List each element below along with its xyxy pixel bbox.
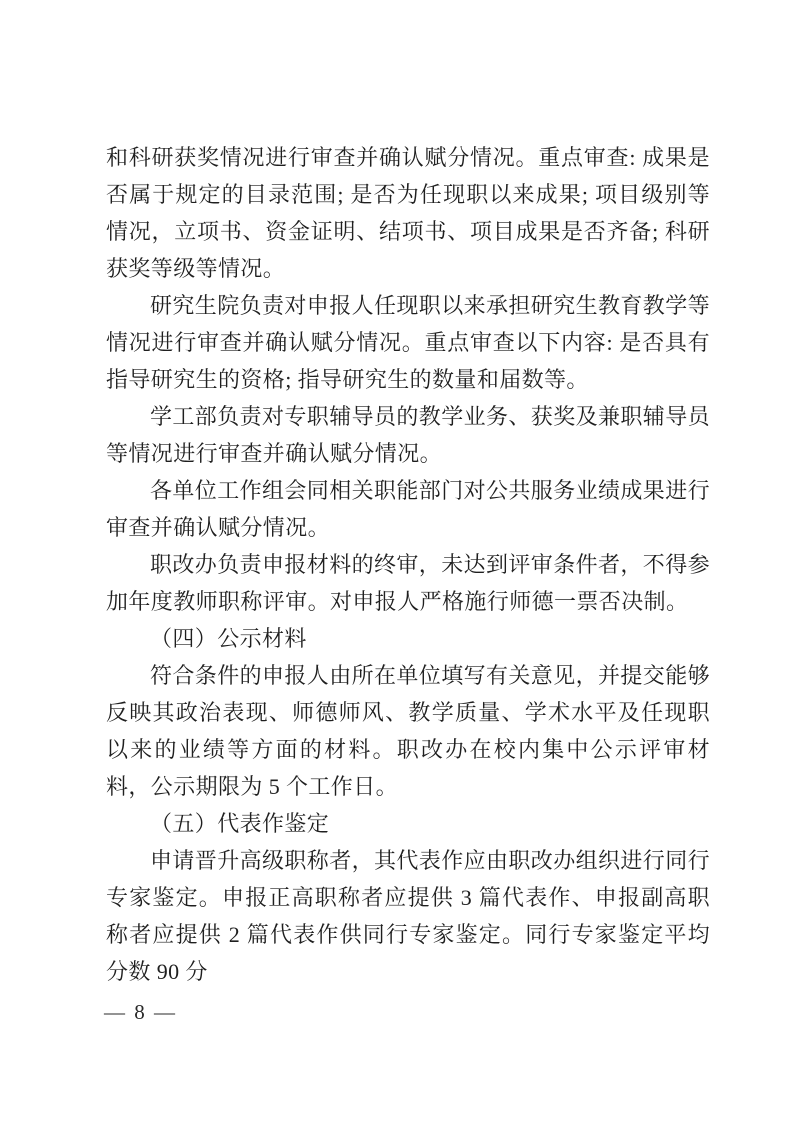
paragraph-representative-works-detail: 申请晋升高级职称者，其代表作应由职改办组织进行同行专家鉴定。申报正高职称者应提供 3 篇代表作、申报副高职称者应提供 2 篇代表作供同行专家鉴定。同行专家鉴定平均分数 90 分	[106, 848, 711, 984]
document-body	[106, 139, 710, 990]
paragraph-final-review: 职改办负责申报材料的终审，未达到评审条件者，不得参加年度教师职称评审。对申报人严格施行师德一票否决制。	[106, 552, 711, 614]
paragraph-continuation: 和科研获奖情况进行审查并确认赋分情况。重点审查: 成果是否属于规定的目录范围; 是否为任现职以来成果; 项目级别等情况，立项书、资金证明、结项书、项目成果是否齐备; 科研获奖等级等情况。	[106, 145, 710, 281]
paragraph-student-affairs-review: 学工部负责对专职辅导员的教学业务、获奖及兼职辅导员等情况进行审查并确认赋分情况。	[106, 404, 711, 466]
paragraph-unit-workgroup-review: 各单位工作组会同相关职能部门对公共服务业绩成果进行审查并确认赋分情况。	[106, 478, 711, 540]
page-number: — 8 —	[104, 1000, 177, 1024]
section-heading-5-representative-works: （五）代表作鉴定	[150, 811, 330, 836]
section-heading-4-public-materials: （四）公示材料	[150, 626, 307, 651]
paragraph-public-materials-detail: 符合条件的申报人由所在单位填写有关意见，并提交能够反映其政治表现、师德师风、教学质量、学术水平及任现职以来的业绩等方面的材料。职改办在校内集中公示评审材料，公示期限为 5 个工作日。	[106, 663, 711, 799]
paragraph-graduate-school-review: 研究生院负责对申报人任现职以来承担研究生教育教学等情况进行审查并确认赋分情况。重点审查以下内容: 是否具有指导研究生的资格; 指导研究生的数量和届数等。	[106, 293, 711, 392]
